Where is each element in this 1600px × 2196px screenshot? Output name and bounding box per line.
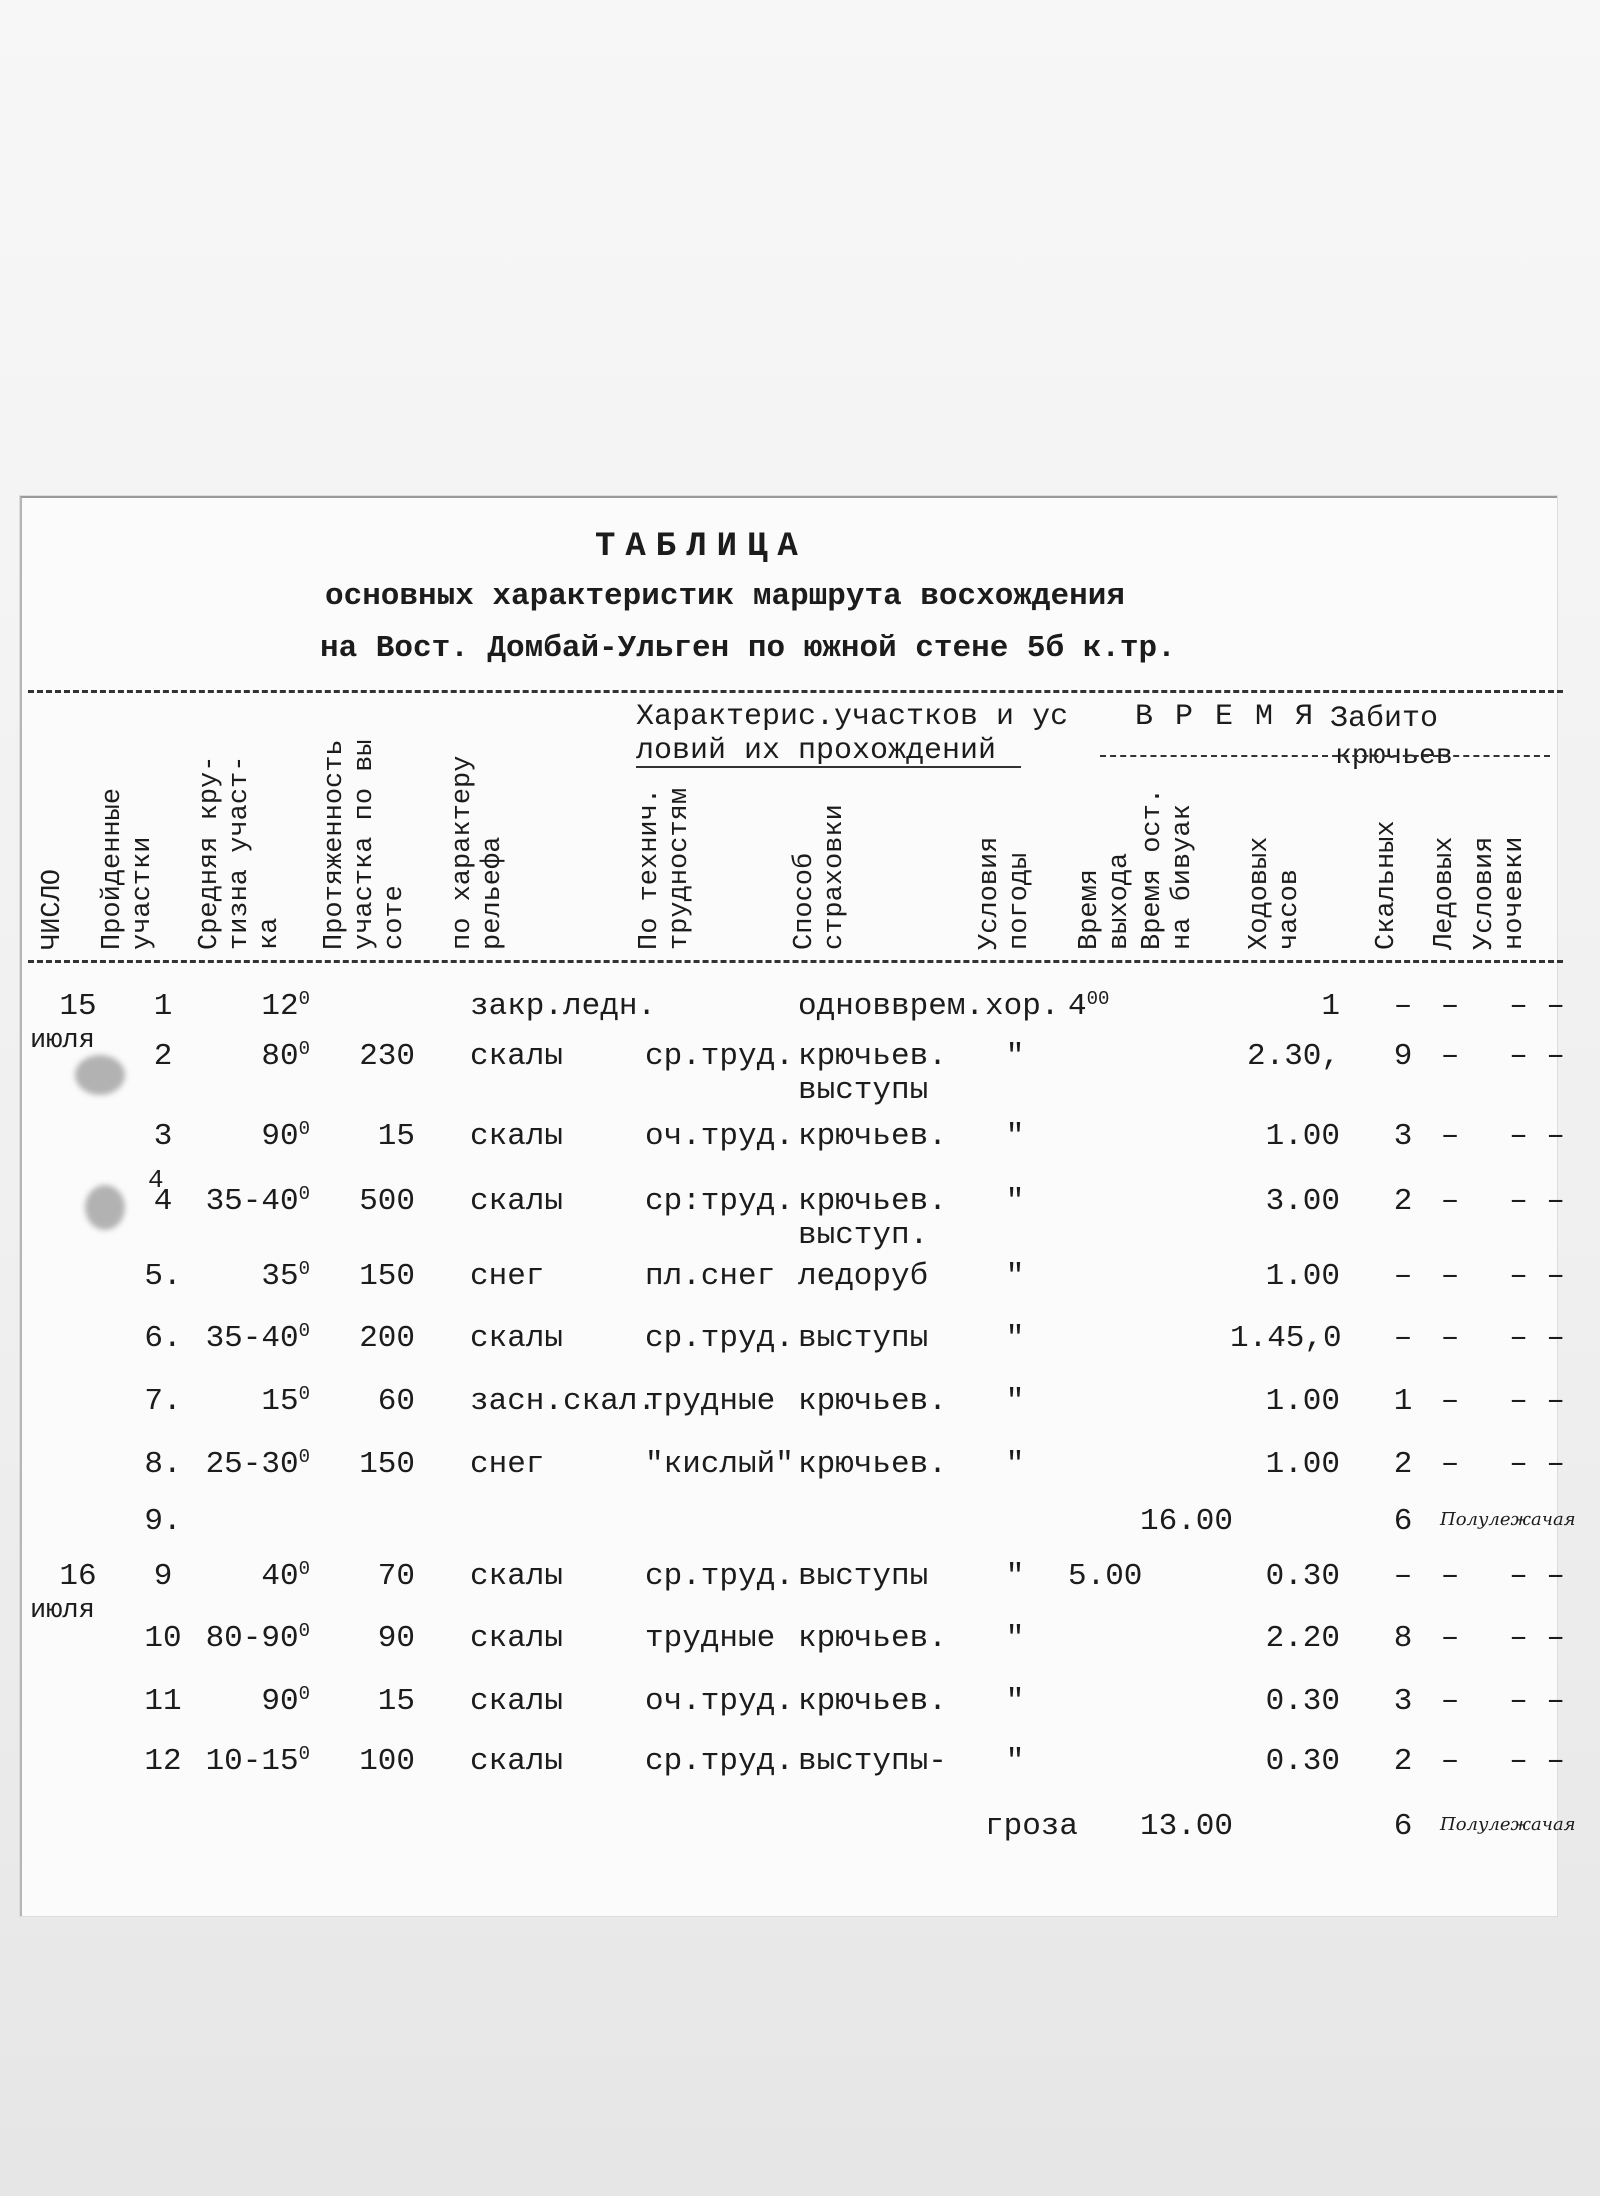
- cell-night: – –: [1509, 1184, 1565, 1219]
- cell-rock: 2: [1393, 1744, 1413, 1779]
- cell-steep: [190, 1560, 310, 1594]
- steepness-value: 35-40: [205, 1184, 299, 1219]
- group-underline: [636, 766, 1021, 768]
- cell-insure: выступы: [798, 1559, 929, 1594]
- cell-n: 2: [153, 1039, 173, 1074]
- steepness-value: 35: [261, 1259, 299, 1294]
- cell-weather: ": [1005, 1684, 1025, 1719]
- cell-weather: ": [1005, 1384, 1025, 1419]
- cell-night: – –: [1509, 1559, 1565, 1594]
- cell-weather: ": [1005, 1321, 1025, 1356]
- cell-n: 9.: [144, 1504, 182, 1539]
- cell-date: 16: [59, 1559, 97, 1594]
- group-header-characteristics-2: ловий их прохождений: [636, 734, 997, 768]
- cell-tech: оч.труд.: [645, 1119, 794, 1154]
- steepness-value: 12: [261, 989, 299, 1024]
- cell-n: 12: [144, 1744, 182, 1779]
- cell-date-month: июля: [30, 1596, 95, 1626]
- cell-insure: крючьев.: [798, 1447, 947, 1482]
- col-header-steepness: Средняя кру- тизна участ- ка: [195, 755, 285, 950]
- cell-n: 5.: [144, 1259, 182, 1294]
- cell-hours: 2.20: [1265, 1621, 1340, 1656]
- cell-rock: 6: [1393, 1809, 1413, 1844]
- cell-insure: крючьев.: [798, 1039, 947, 1074]
- cell-bivouac: 13.00: [1140, 1809, 1234, 1844]
- group-header-hooks: Забито: [1330, 702, 1439, 736]
- cell-n: 10: [144, 1621, 182, 1656]
- cell-steep: [190, 1745, 310, 1779]
- degree-mark: 0: [298, 1383, 310, 1405]
- cell-night: – –: [1509, 989, 1565, 1024]
- col-header-relief: по характеру рельефа: [448, 755, 508, 950]
- cell-night: – –: [1509, 1119, 1565, 1154]
- cell-tech: пл.снег: [645, 1259, 776, 1294]
- cell-n: 1: [153, 989, 173, 1024]
- cell-ice: –: [1440, 989, 1460, 1024]
- cell-rock: 1: [1393, 1384, 1413, 1419]
- cell-ice: –: [1440, 1259, 1460, 1294]
- degree-mark: 0: [298, 1743, 310, 1765]
- cell-ice: –: [1440, 1744, 1460, 1779]
- col-header-night-conditions: Условия ночевки: [1470, 836, 1530, 950]
- cell-n: 6.: [144, 1321, 182, 1356]
- cell-hours: 1.00: [1265, 1384, 1340, 1419]
- col-header-insurance: Способ страховки: [790, 804, 850, 950]
- cell-ice: –: [1440, 1559, 1460, 1594]
- cell-rock: –: [1393, 1259, 1413, 1294]
- cell-steep: [190, 990, 310, 1024]
- cell-hours: 2.30,: [1246, 1039, 1340, 1074]
- cell-ice: –: [1440, 1119, 1460, 1154]
- cell-insure-line2: выступы: [798, 1073, 929, 1108]
- steepness-value: 35-40: [205, 1321, 299, 1356]
- cell-ice: –: [1440, 1684, 1460, 1719]
- cell-tech: "кислый": [645, 1447, 794, 1482]
- cell-relief: скалы: [470, 1321, 564, 1356]
- cell-rock: –: [1393, 1321, 1413, 1356]
- cell-n-correction: 4: [148, 1165, 164, 1195]
- cell-hours: 1.00: [1265, 1447, 1340, 1482]
- col-header-weather: Условия погоды: [975, 836, 1035, 950]
- cell-n: 9: [153, 1559, 173, 1594]
- col-header-bivouac-time: Время ост. на бивуак: [1138, 787, 1198, 950]
- cell-insure: выступы-: [798, 1744, 947, 1779]
- cell-ice: –: [1440, 1447, 1460, 1482]
- cell-insure: крючьев.: [798, 1621, 947, 1656]
- cell-relief: засн.скал.: [470, 1384, 657, 1419]
- degree-mark: 0: [298, 1620, 310, 1642]
- top-dashed-rule: [28, 690, 1563, 693]
- cell-steep: [190, 1120, 310, 1154]
- cell-n: 11: [144, 1684, 182, 1719]
- steepness-value: 15: [261, 1384, 299, 1419]
- cell-night: – –: [1509, 1384, 1565, 1419]
- steepness-value: 90: [261, 1684, 299, 1719]
- col-header-length: Протяженность участка по вы соте: [320, 739, 410, 950]
- subtitle-line-1: основных характеристик маршрута восхождения: [325, 579, 1125, 614]
- cell-relief: закр.ледн.: [470, 989, 657, 1024]
- cell-rock: 2: [1393, 1184, 1413, 1219]
- cell-steep: [190, 1040, 310, 1074]
- cell-n: 7.: [144, 1384, 182, 1419]
- cell-len: 100: [359, 1744, 415, 1779]
- cell-relief: снег: [470, 1259, 545, 1294]
- cell-weather: ": [1005, 1259, 1025, 1294]
- col-header-walking-hours: Ходовых часов: [1245, 836, 1305, 950]
- cell-steep: [190, 1448, 310, 1482]
- group-header-hooks-2: крючьев: [1335, 741, 1453, 772]
- cell-insure: крючьев.: [798, 1384, 947, 1419]
- cell-night: – –: [1509, 1321, 1565, 1356]
- degree-mark: 0: [298, 1558, 310, 1580]
- steepness-value: 25-30: [205, 1447, 299, 1482]
- cell-relief: скалы: [470, 1621, 564, 1656]
- cell-hours: 0.30: [1265, 1684, 1340, 1719]
- ink-stain: [75, 1055, 125, 1095]
- cell-tech: ср:труд.: [645, 1184, 794, 1219]
- start-time-minutes: 00: [1086, 988, 1110, 1010]
- cell-insure-line2: выступ.: [798, 1218, 929, 1253]
- degree-mark: 0: [298, 988, 310, 1010]
- cell-night: – –: [1509, 1447, 1565, 1482]
- degree-mark: 0: [298, 1038, 310, 1060]
- cell-len: 230: [359, 1039, 415, 1074]
- cell-night: – –: [1509, 1684, 1565, 1719]
- cell-rock: 8: [1393, 1621, 1413, 1656]
- degree-mark: 0: [298, 1183, 310, 1205]
- cell-hours: 0.30: [1265, 1744, 1340, 1779]
- header-dashed-rule: [28, 960, 1563, 963]
- cell-n: 3: [153, 1119, 173, 1154]
- cell-weather: ": [1005, 1744, 1025, 1779]
- cell-insure: выступы: [798, 1321, 929, 1356]
- cell-ice: –: [1440, 1039, 1460, 1074]
- steepness-value: 80: [261, 1039, 299, 1074]
- cell-relief: скалы: [470, 1184, 564, 1219]
- cell-tech: трудные: [645, 1621, 776, 1656]
- page-title: ТАБЛИЦА: [595, 528, 808, 566]
- col-header-rock-hooks: Скальных: [1372, 820, 1402, 950]
- cell-night: – –: [1509, 1744, 1565, 1779]
- cell-bivouac: 16.00: [1140, 1504, 1234, 1539]
- cell-steep: [190, 1622, 310, 1656]
- steepness-value: 40: [261, 1559, 299, 1594]
- cell-len: 15: [377, 1684, 415, 1719]
- cell-ice: –: [1440, 1184, 1460, 1219]
- cell-night: – –: [1509, 1259, 1565, 1294]
- cell-weather: ": [1005, 1447, 1025, 1482]
- col-header-ice-hooks: Ледовых: [1430, 836, 1460, 950]
- cell-date: 15: [59, 989, 97, 1024]
- cell-rock: 2: [1393, 1447, 1413, 1482]
- cell-rock: 9: [1393, 1039, 1413, 1074]
- cell-night: – –: [1509, 1039, 1565, 1074]
- cell-steep: [190, 1185, 310, 1219]
- cell-start: 5.00: [1068, 1559, 1143, 1594]
- degree-mark: 0: [298, 1320, 310, 1342]
- cell-night: – –: [1509, 1621, 1565, 1656]
- steepness-value: 90: [261, 1119, 299, 1154]
- cell-ice: –: [1440, 1321, 1460, 1356]
- cell-hours: 0.30: [1265, 1559, 1340, 1594]
- cell-n: 8.: [144, 1447, 182, 1482]
- cell-relief: скалы: [470, 1039, 564, 1074]
- cell-len: 60: [377, 1384, 415, 1419]
- cell-hours: 1: [1321, 989, 1340, 1024]
- cell-len: 15: [377, 1119, 415, 1154]
- cell-rock: 3: [1393, 1684, 1413, 1719]
- cell-hours: 1.00: [1265, 1119, 1340, 1154]
- cell-rock: 6: [1393, 1504, 1413, 1539]
- cell-relief: скалы: [470, 1744, 564, 1779]
- col-header-date: ЧИСЛО: [38, 868, 68, 950]
- cell-rock: –: [1393, 989, 1413, 1024]
- cell-ice: –: [1440, 1621, 1460, 1656]
- cell-relief: скалы: [470, 1119, 564, 1154]
- cell-tech: ср.труд.: [645, 1559, 794, 1594]
- cell-hours: 1.00: [1265, 1259, 1340, 1294]
- cell-len: 150: [359, 1259, 415, 1294]
- handwritten-note: Полулежачая: [1440, 1509, 1576, 1530]
- cell-date-month: июля: [30, 1026, 95, 1056]
- degree-mark: 0: [298, 1446, 310, 1468]
- cell-steep: [190, 1685, 310, 1719]
- cell-insure: ледоруб: [798, 1259, 929, 1294]
- steepness-value: 10-15: [205, 1744, 299, 1779]
- cell-weather: ": [1005, 1621, 1025, 1656]
- degree-mark: 0: [298, 1118, 310, 1140]
- cell-weather: ": [1005, 1119, 1025, 1154]
- cell-len: 500: [359, 1184, 415, 1219]
- group-header-characteristics: Характерис.участков и ус: [636, 700, 1069, 734]
- cell-len: 200: [359, 1321, 415, 1356]
- cell-start: [1068, 990, 1109, 1024]
- degree-mark: 0: [298, 1683, 310, 1705]
- cell-weather: хор.: [985, 989, 1060, 1024]
- col-header-technical: По технич. трудностям: [635, 787, 695, 950]
- cell-weather: ": [1005, 1039, 1025, 1074]
- cell-len: 90: [377, 1621, 415, 1656]
- cell-weather: гроза: [985, 1809, 1079, 1844]
- cell-steep: [190, 1260, 310, 1294]
- cell-len: 150: [359, 1447, 415, 1482]
- ink-stain: [85, 1185, 125, 1230]
- start-time-value: 4: [1068, 989, 1087, 1024]
- group-header-time: В Р Е М Я: [1135, 700, 1316, 734]
- cell-tech: ср.труд.: [645, 1744, 794, 1779]
- cell-steep: [190, 1385, 310, 1419]
- time-group-underline: [1100, 755, 1550, 757]
- cell-tech: ср.труд.: [645, 1039, 794, 1074]
- handwritten-note: Полулежачая: [1440, 1814, 1576, 1835]
- steepness-value: 80-90: [205, 1621, 299, 1656]
- cell-relief: скалы: [470, 1559, 564, 1594]
- cell-insure: крючьев.: [798, 1684, 947, 1719]
- cell-relief: снег: [470, 1447, 545, 1482]
- cell-hours: 1.45,0: [1230, 1321, 1342, 1356]
- cell-steep: [190, 1322, 310, 1356]
- cell-n: 4: [153, 1184, 173, 1219]
- cell-tech: оч.труд.: [645, 1684, 794, 1719]
- cell-insure: одновврем.: [798, 989, 985, 1024]
- degree-mark: 0: [298, 1258, 310, 1280]
- col-header-sections: Пройденные участки: [98, 787, 158, 950]
- subtitle-line-2: на Вост. Домбай-Ульген по южной стене 5б к.тр.: [320, 631, 1176, 666]
- cell-tech: ср.труд.: [645, 1321, 794, 1356]
- cell-rock: –: [1393, 1559, 1413, 1594]
- cell-relief: скалы: [470, 1684, 564, 1719]
- cell-len: 70: [377, 1559, 415, 1594]
- cell-ice: –: [1440, 1384, 1460, 1419]
- cell-insure: крючьев.: [798, 1184, 947, 1219]
- cell-insure: крючьев.: [798, 1119, 947, 1154]
- cell-hours: 3.00: [1265, 1184, 1340, 1219]
- col-header-start-time: Время выхода: [1075, 852, 1135, 950]
- cell-rock: 3: [1393, 1119, 1413, 1154]
- cell-weather: ": [1005, 1184, 1025, 1219]
- cell-weather: ": [1005, 1559, 1025, 1594]
- cell-tech: трудные: [645, 1384, 776, 1419]
